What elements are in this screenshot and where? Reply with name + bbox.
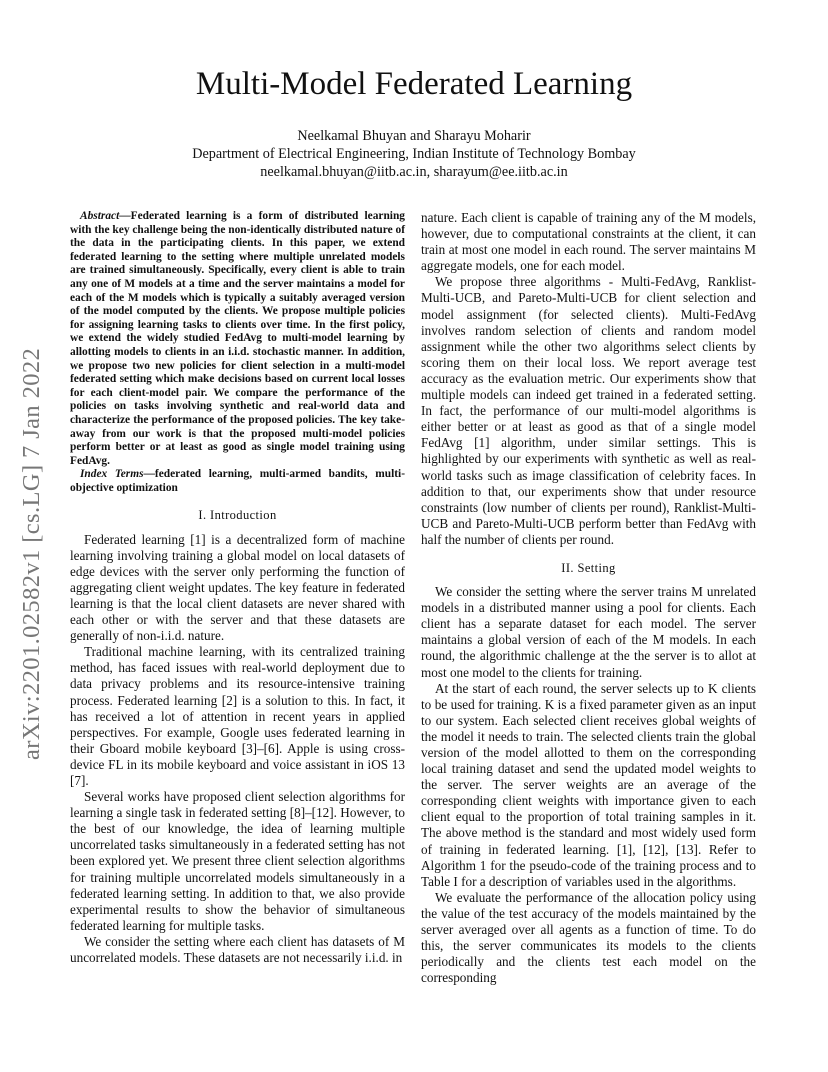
right-column bbox=[421, 210, 756, 986]
section-heading-setting: II. Setting bbox=[561, 560, 616, 575]
index-terms-text: —federated learning, multi-armed bandits, multi-objective optimization bbox=[70, 468, 405, 494]
intro-paragraph-4: We consider the setting where each client has datasets of M uncorrelated models. These datasets are not necessarily i.i.d. in bbox=[70, 933, 405, 965]
section-heading-introduction: I. Introduction bbox=[198, 508, 277, 523]
emails: neelkamal.bhuyan@iitb.ac.in, sharayum@ee.iitb.ac.in bbox=[260, 164, 568, 180]
intro-paragraph-5: We propose three algorithms - Multi-FedAvg, Ranklist-Multi-UCB, and Pareto-Multi-UCB for client selection and model assignment (for selected clients). Multi-FedAvg involves random selection of clients and random model assignment while the other two algorithms select clients by scoring them on their local loss. We report average test accuracy as the evaluation metric. Our experiments show that multiple models can indeed get trained in a federated setting. In fact, the performance of our multi-model algorithms is either better or at least as good as that of a single model FedAvg [1] algorithm, under similar settings. This is highlighted by our experiments with synthetic as well as real-world tasks such as image classification of celebrity faces. In addition to that, our experiments show that under resource constraints (low number of clients per round), Ranklist-Multi-UCB and Pareto-Multi-UCB perform better than FedAvg with half the number of clients per round. bbox=[421, 274, 756, 547]
index-terms-label: Index Terms bbox=[80, 468, 144, 481]
paper-title: Multi-Model Federated Learning bbox=[195, 66, 633, 102]
affiliation: Department of Electrical Engineering, Indian Institute of Technology Bombay bbox=[192, 146, 636, 162]
intro-paragraph-3: Several works have proposed client selection algorithms for learning a single task in federated setting [8]–[12]. However, to the best of our knowledge, the idea of learning multiple uncorrelated tasks simultaneously in a federated setting has not been explored yet. We present three client selection algorithms for training multiple uncorrelated models simultaneously in a federated learning setting. In addition to that, we also provide experimental results to show the behavior of simultaneous federated learning for multiple tasks. bbox=[70, 789, 405, 933]
intro-paragraph-2: Traditional machine learning, with its centralized training method, has faced issues with real-world deployment due to data privacy problems and its resource-intensive training process. Federated learning [2] is a solution to this. In fact, it has received a lot of attention in recent years in applied perspectives. For example, Google uses federated learning in their Gboard mobile keyboard [3]–[6]. Apple is using cross-device FL in its mobile keyboard and voice assistant in iOS 13 [7]. bbox=[70, 644, 405, 788]
abstract bbox=[70, 210, 405, 495]
left-column bbox=[70, 210, 405, 966]
setting-paragraph-3: We evaluate the performance of the allocation policy using the value of the test accuracy of the models maintained by the server averaged over all agents as a function of time. To do this, the server communicates its models to the clients periodically and the clients test each model on the corresponding bbox=[421, 889, 756, 986]
setting-paragraph-2: At the start of each round, the server selects up to K clients to be used for training. K is a fixed parameter given as an input to our system. Each selected client receives global weights of the model it needs to train. The selected clients train the global version of the model allotted to them on the corresponding local training dataset and send the updated model weights to the server. The server weights are an average of the corresponding client weights with importance given to each client equal to the proportion of total training samples in it. The above method is the standard and most widely used form of training in federated learning. [1], [12], [13]. Refer to Algorithm 1 for the pseudo-code of the training process and to Table I for a description of variables used in the algorithms. bbox=[421, 680, 756, 889]
authors: Neelkamal Bhuyan and Sharayu Moharir bbox=[297, 128, 531, 144]
abstract-text: —Federated learning is a form of distributed learning with the key challenge being the non-identically distributed nature of the data in the participating clients. In this paper, we extend federated learning to the setting where multiple unrelated models are trained simultaneously. Specifically, every client is able to train any one of M models at a time and the server maintains a model for each of the M models which is typically a suitably averaged version of the model computed by the clients. We propose multiple policies for assigning learning tasks to clients over time. In the first policy, we extend the widely studied FedAvg to multi-model learning by allotting models to clients in an i.i.d. stochastic manner. In addition, we propose two new policies for client selection in a multi-model federated setting which make decisions based on current local losses for each client-model pair. We compare the performance of the policies on tasks involving synthetic and real-world data and characterize the performance of the proposed policies. The key take-away from our work is that the proposed multi-model policies perform better or at least as good as single model training using FedAvg. bbox=[70, 210, 405, 467]
setting-paragraph-1: We consider the setting where the server trains M unrelated models in a distributed manner using a pool for clients. Each client has a separate dataset for each model. The server maintains a global version of each of the M models. In each round, the algorithmic challenge at the the server is to allot at most one model to the clients for training. bbox=[421, 584, 756, 680]
intro-paragraph-1: Federated learning [1] is a decentralized form of machine learning involving training a global model on local datasets of edge devices with the server only performing the function of aggregating client weight updates. The key feature in federated learning is that the local client datasets are never shared with each other or with the server and that these datasets are generally of non-i.i.d. nature. bbox=[70, 531, 405, 644]
arxiv-identifier: arXiv:2201.02582v1 [cs.LG] 7 Jan 2022 bbox=[18, 347, 45, 760]
intro-paragraph-4-cont: nature. Each client is capable of training any of the M models, however, due to computational constraints at the client, it can train at most one model in each round. The server maintains M aggregate models, one for each model. bbox=[421, 210, 756, 274]
abstract-label: Abstract bbox=[80, 210, 120, 222]
author-block bbox=[0, 127, 828, 181]
